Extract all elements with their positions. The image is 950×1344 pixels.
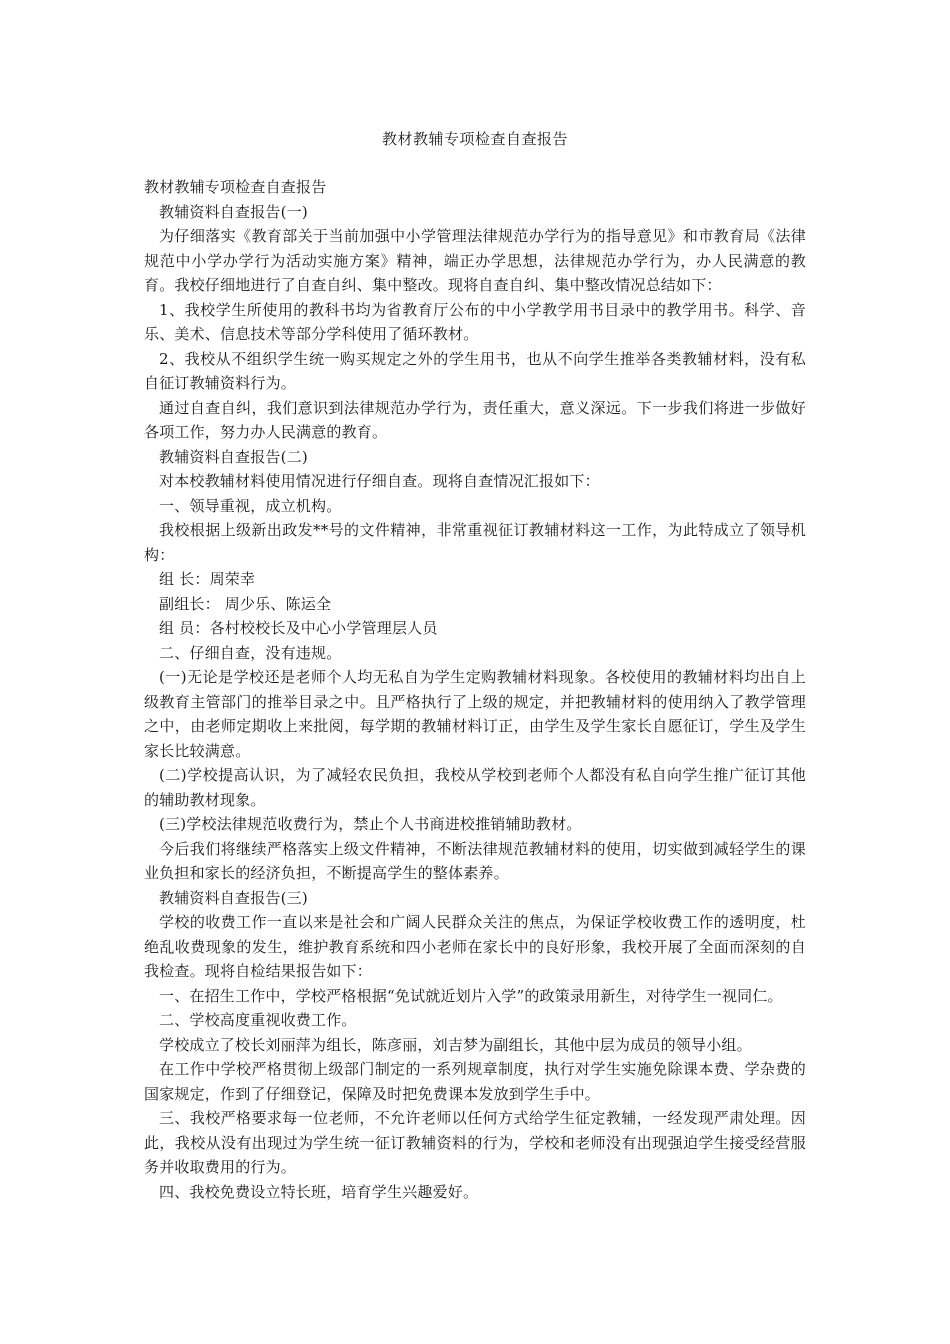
paragraph: 四、我校免费设立特长班，培育学生兴趣爱好。 [159, 1182, 479, 1201]
paragraph: (二)学校提高认识，为了减轻农民负担，我校从学校到老师个人都没有私自向学生推广征订其他的辅助教材现象。 [144, 766, 806, 809]
paragraph: 副组长： 周少乐、陈运全 [159, 594, 332, 613]
paragraph: 通过自查自纠，我们意识到法律规范办学行为，责任重大，意义深远。下一步我们将进一步做好各项工作，努力办人民满意的教育。 [144, 398, 806, 441]
paragraph: 今后我们将继续严格落实上级文件精神，不断法律规范教辅材料的使用，切实做到减轻学生的课业负担和家长的经济负担，不断提高学生的整体素养。 [144, 839, 806, 882]
paragraph: 教材教辅专项检查自查报告 [144, 178, 327, 196]
paragraph: 一、在招生工作中，学校严格根据“免试就近划片入学”的政策录用新生，对待学生一视同仁。 [159, 986, 783, 1005]
paragraph: 二、仔细自查，没有违规。 [159, 643, 342, 662]
paragraph: 为仔细落实《教育部关于当前加强中小学管理法律规范办学行为的指导意见》和市教育局《法律规范中小学办学行为活动实施方案》精神，端正办学思想，法律规范办学行为，办人民满意的教育。我校仔细地进行了自查自纠、集中整改。现将自查自纠、集中整改情况总结如下： [144, 227, 806, 294]
paragraph: 组 长：周荣幸 [159, 570, 256, 588]
paragraph: 我校根据上级新出政发**号的文件精神，非常重视征订教辅材料这一工作，为此特成立了领导机构： [144, 521, 806, 564]
paragraph: 2、我校从不组织学生统一购买规定之外的学生用书，也从不向学生推举各类教辅材料，没有私自征订教辅资料行为。 [144, 349, 806, 392]
paragraph: 教辅资料自查报告(三) [159, 888, 308, 907]
paragraph: 1、我校学生所使用的教科书均为省教育厅公布的中小学教学用书目录中的教学用书。科学、音乐、美术、信息技术等部分学科使用了循环教材。 [144, 300, 806, 343]
document-title: 教材教辅专项检查自查报告 [381, 130, 568, 148]
paragraph: 二、学校高度重视收费工作。 [159, 1011, 357, 1029]
paragraph: 三、我校严格要求每一位老师，不允许老师以任何方式给学生征定教辅，一经发现严肃处理。因此，我校从没有出现过为学生统一征订教辅资料的行为，学校和老师没有出现强迫学生接受经营服务并收取费用的行为。 [144, 1109, 806, 1176]
paragraph: 学校的收费工作一直以来是社会和广阔人民群众关注的焦点，为保证学校收费工作的透明度，杜绝乱收费现象的发生，维护教育系统和四小老师在家长中的良好形象，我校开展了全面而深刻的自我检查。现将自检结果报告如下： [144, 913, 806, 980]
paragraph: (一)无论是学校还是老师个人均无私自为学生定购教辅材料现象。各校使用的教辅材料均出自上级教育主管部门的推举目录之中。且严格执行了上级的规定，并把教辅材料的使用纳入了教学管理之中，由老师定期收上来批阅，每学期的教辅材料订正，由学生及学生家长自愿征订，学生及学生家长比较满意。 [144, 668, 806, 760]
document-body [144, 175, 806, 1204]
paragraph: 学校成立了校长刘丽萍为组长，陈彦丽，刘吉梦为副组长，其他中层为成员的领导小组。 [159, 1035, 752, 1054]
paragraph: 在工作中学校严格贯彻上级部门制定的一系列规章制度，执行对学生实施免除课本费、学杂费的国家规定，作到了仔细登记，保障及时把免费课本发放到学生手中。 [144, 1060, 806, 1103]
paragraph: 一、领导重视，成立机构。 [159, 496, 342, 515]
paragraph: (三)学校法律规范收费行为，禁止个人书商进校推销辅助教材。 [159, 815, 582, 833]
paragraph: 组 员：各村校校长及中心小学管理层人员 [159, 619, 438, 637]
paragraph: 教辅资料自查报告(一) [159, 202, 308, 221]
paragraph: 教辅资料自查报告(二) [159, 447, 308, 466]
paragraph: 对本校教辅材料使用情况进行仔细自查。现将自查情况汇报如下： [159, 472, 600, 490]
